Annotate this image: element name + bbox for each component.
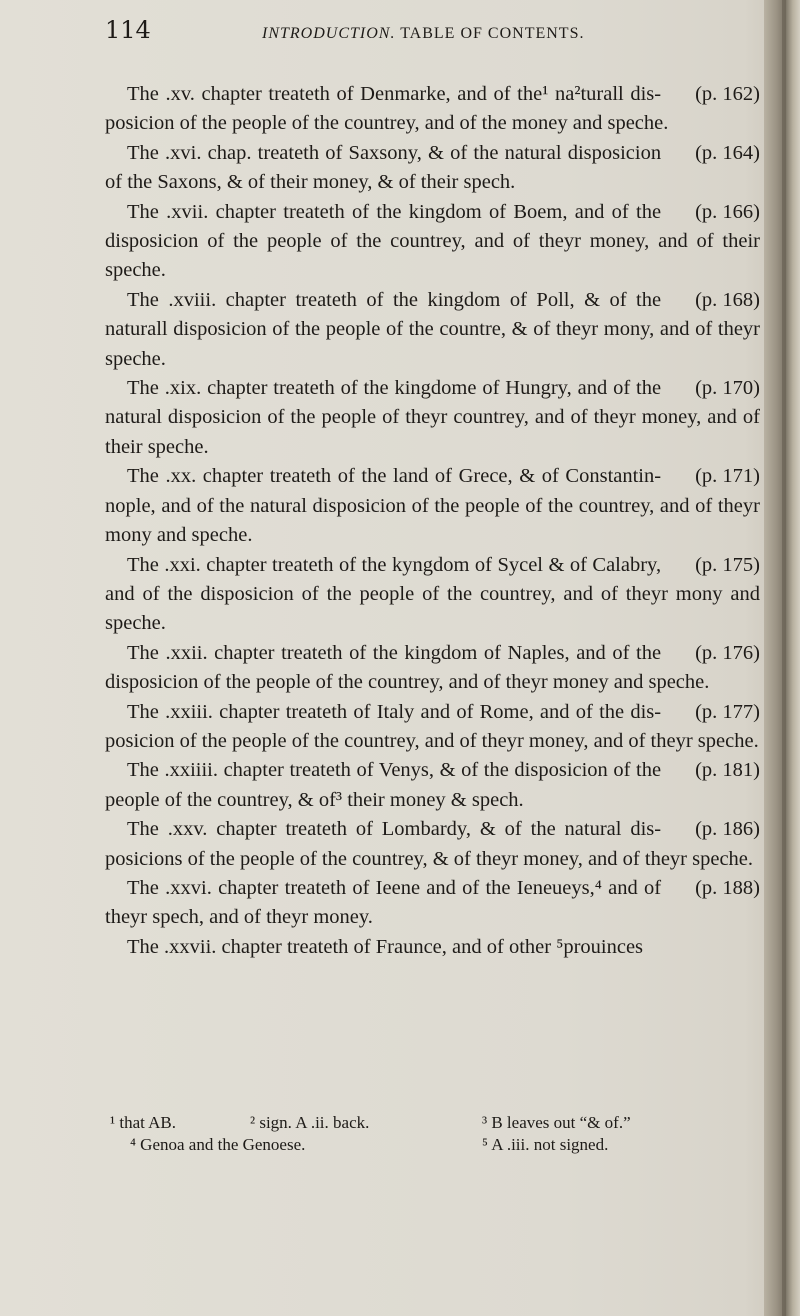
running-title-italic: INTRODUCTION. (262, 25, 396, 42)
toc-entry (105, 698, 760, 757)
toc-entry (105, 933, 760, 962)
footnote-row (110, 1134, 760, 1156)
toc-entry (105, 198, 760, 286)
toc-entry (105, 139, 760, 198)
page-reference: (p. 170) (695, 377, 760, 400)
toc-entry (105, 80, 760, 139)
footnote-2: ² sign. A .ii. back. (250, 1113, 370, 1132)
page-reference: (p. 175) (695, 553, 760, 576)
toc-entry-text: The .xix. chapter treateth of the kingdome of Hungry, and of the natural disposicion of the people of theyr countrey, and of theyr money, and of their speche. (105, 377, 760, 458)
toc-entry-text: The .xxi. chapter treateth of the kyngdom of Sycel & of Calabry, and of the disposicion of the people of the countrey, and of theyr mony and speche. (105, 553, 760, 635)
toc-entry-text: The .xvii. chapter treateth of the kingdom of Boem, and of the disposicion of the people of the countrey, and of theyr money, and of their speche. (105, 200, 760, 282)
page-reference: (p. 176) (695, 641, 760, 664)
page-reference: (p. 177) (695, 700, 760, 723)
toc-entry (105, 374, 760, 462)
page-edge (764, 0, 800, 1316)
toc-entry (105, 286, 760, 374)
footnote-row (110, 1112, 760, 1134)
page-header (105, 16, 765, 56)
toc-entry (105, 756, 760, 815)
page-reference: (p. 188) (695, 876, 760, 899)
toc-entry (105, 815, 760, 874)
toc-entry (105, 462, 760, 550)
toc-entry-text: The .xviii. chapter treateth of the kingdom of Poll, & of the naturall disposicion of the people of the countre, & of theyr mony, and of theyr speche. (105, 288, 760, 370)
page-reference: (p. 186) (695, 818, 760, 841)
toc-entry (105, 639, 760, 698)
page-reference: (p. 162) (695, 83, 760, 105)
footnotes (110, 1112, 760, 1156)
toc-entry-text: The .xxvi. chapter treateth of Ieene and of the Ieneueys,⁴ and of theyr spech, and of theyr money. (105, 876, 662, 929)
table-of-contents (105, 80, 760, 962)
toc-entry-text: The .xvi. chap. treateth of Saxsony, & of the natural disposicion of the Saxons, & of their money, & of their spech. (105, 141, 662, 194)
toc-entry-text: The .xxvii. chapter treateth of Fraunce, and of other ⁵prouinces (127, 935, 644, 958)
toc-entry (105, 874, 760, 933)
page-reference: (p. 181) (695, 759, 760, 782)
toc-entry-text: The .xxii. chapter treateth of the kingdom of Naples, and of the disposicion of the people of the countrey, and of theyr money and speche. (105, 641, 710, 694)
running-title-rest: TABLE OF CONTENTS. (400, 25, 585, 42)
page-edge-shadow (782, 0, 786, 1316)
page-reference: (p. 168) (695, 288, 760, 311)
toc-entry-text: The .xxv. chapter treateth of Lombardy, & of the natural dis- posicions of the people of the countrey, & of theyr money, and of theyr speche. (105, 818, 754, 870)
page-reference: (p. 171) (695, 465, 760, 488)
toc-entry-text: The .xx. chapter treateth of the land of Grece, & of Constantin- nople, and of the natural disposicion of the people of the countrey, and of theyr mony and speche. (105, 465, 760, 547)
toc-entry-text: The .xxiiii. chapter treateth of Venys, & of the disposicion of the people of the countrey, & of³ their money & spech. (105, 759, 662, 811)
running-title (262, 25, 584, 43)
toc-entry (105, 551, 760, 639)
footnote-5: ⁵ A .iii. not signed. (482, 1135, 609, 1154)
page-reference: (p. 166) (695, 200, 760, 223)
toc-entry-text: The .xxiii. chapter treateth of Italy and of Rome, and of the dis- posicion of the people of the countrey, and of theyr money, and of theyr speche. (105, 700, 759, 752)
page-reference: (p. 164) (695, 141, 760, 164)
footnote-1: ¹ that AB. (110, 1113, 177, 1132)
footnote-4: ⁴ Genoa and the Genoese. (130, 1135, 306, 1154)
toc-entry-text: The .xv. chapter treateth of Denmarke, and of the¹ na²turall dis- posicion of the people of the countrey, and of the money and speche. (105, 83, 669, 135)
page-number: 114 (105, 16, 151, 44)
footnote-3: ³ B leaves out “& of.” (482, 1113, 631, 1132)
